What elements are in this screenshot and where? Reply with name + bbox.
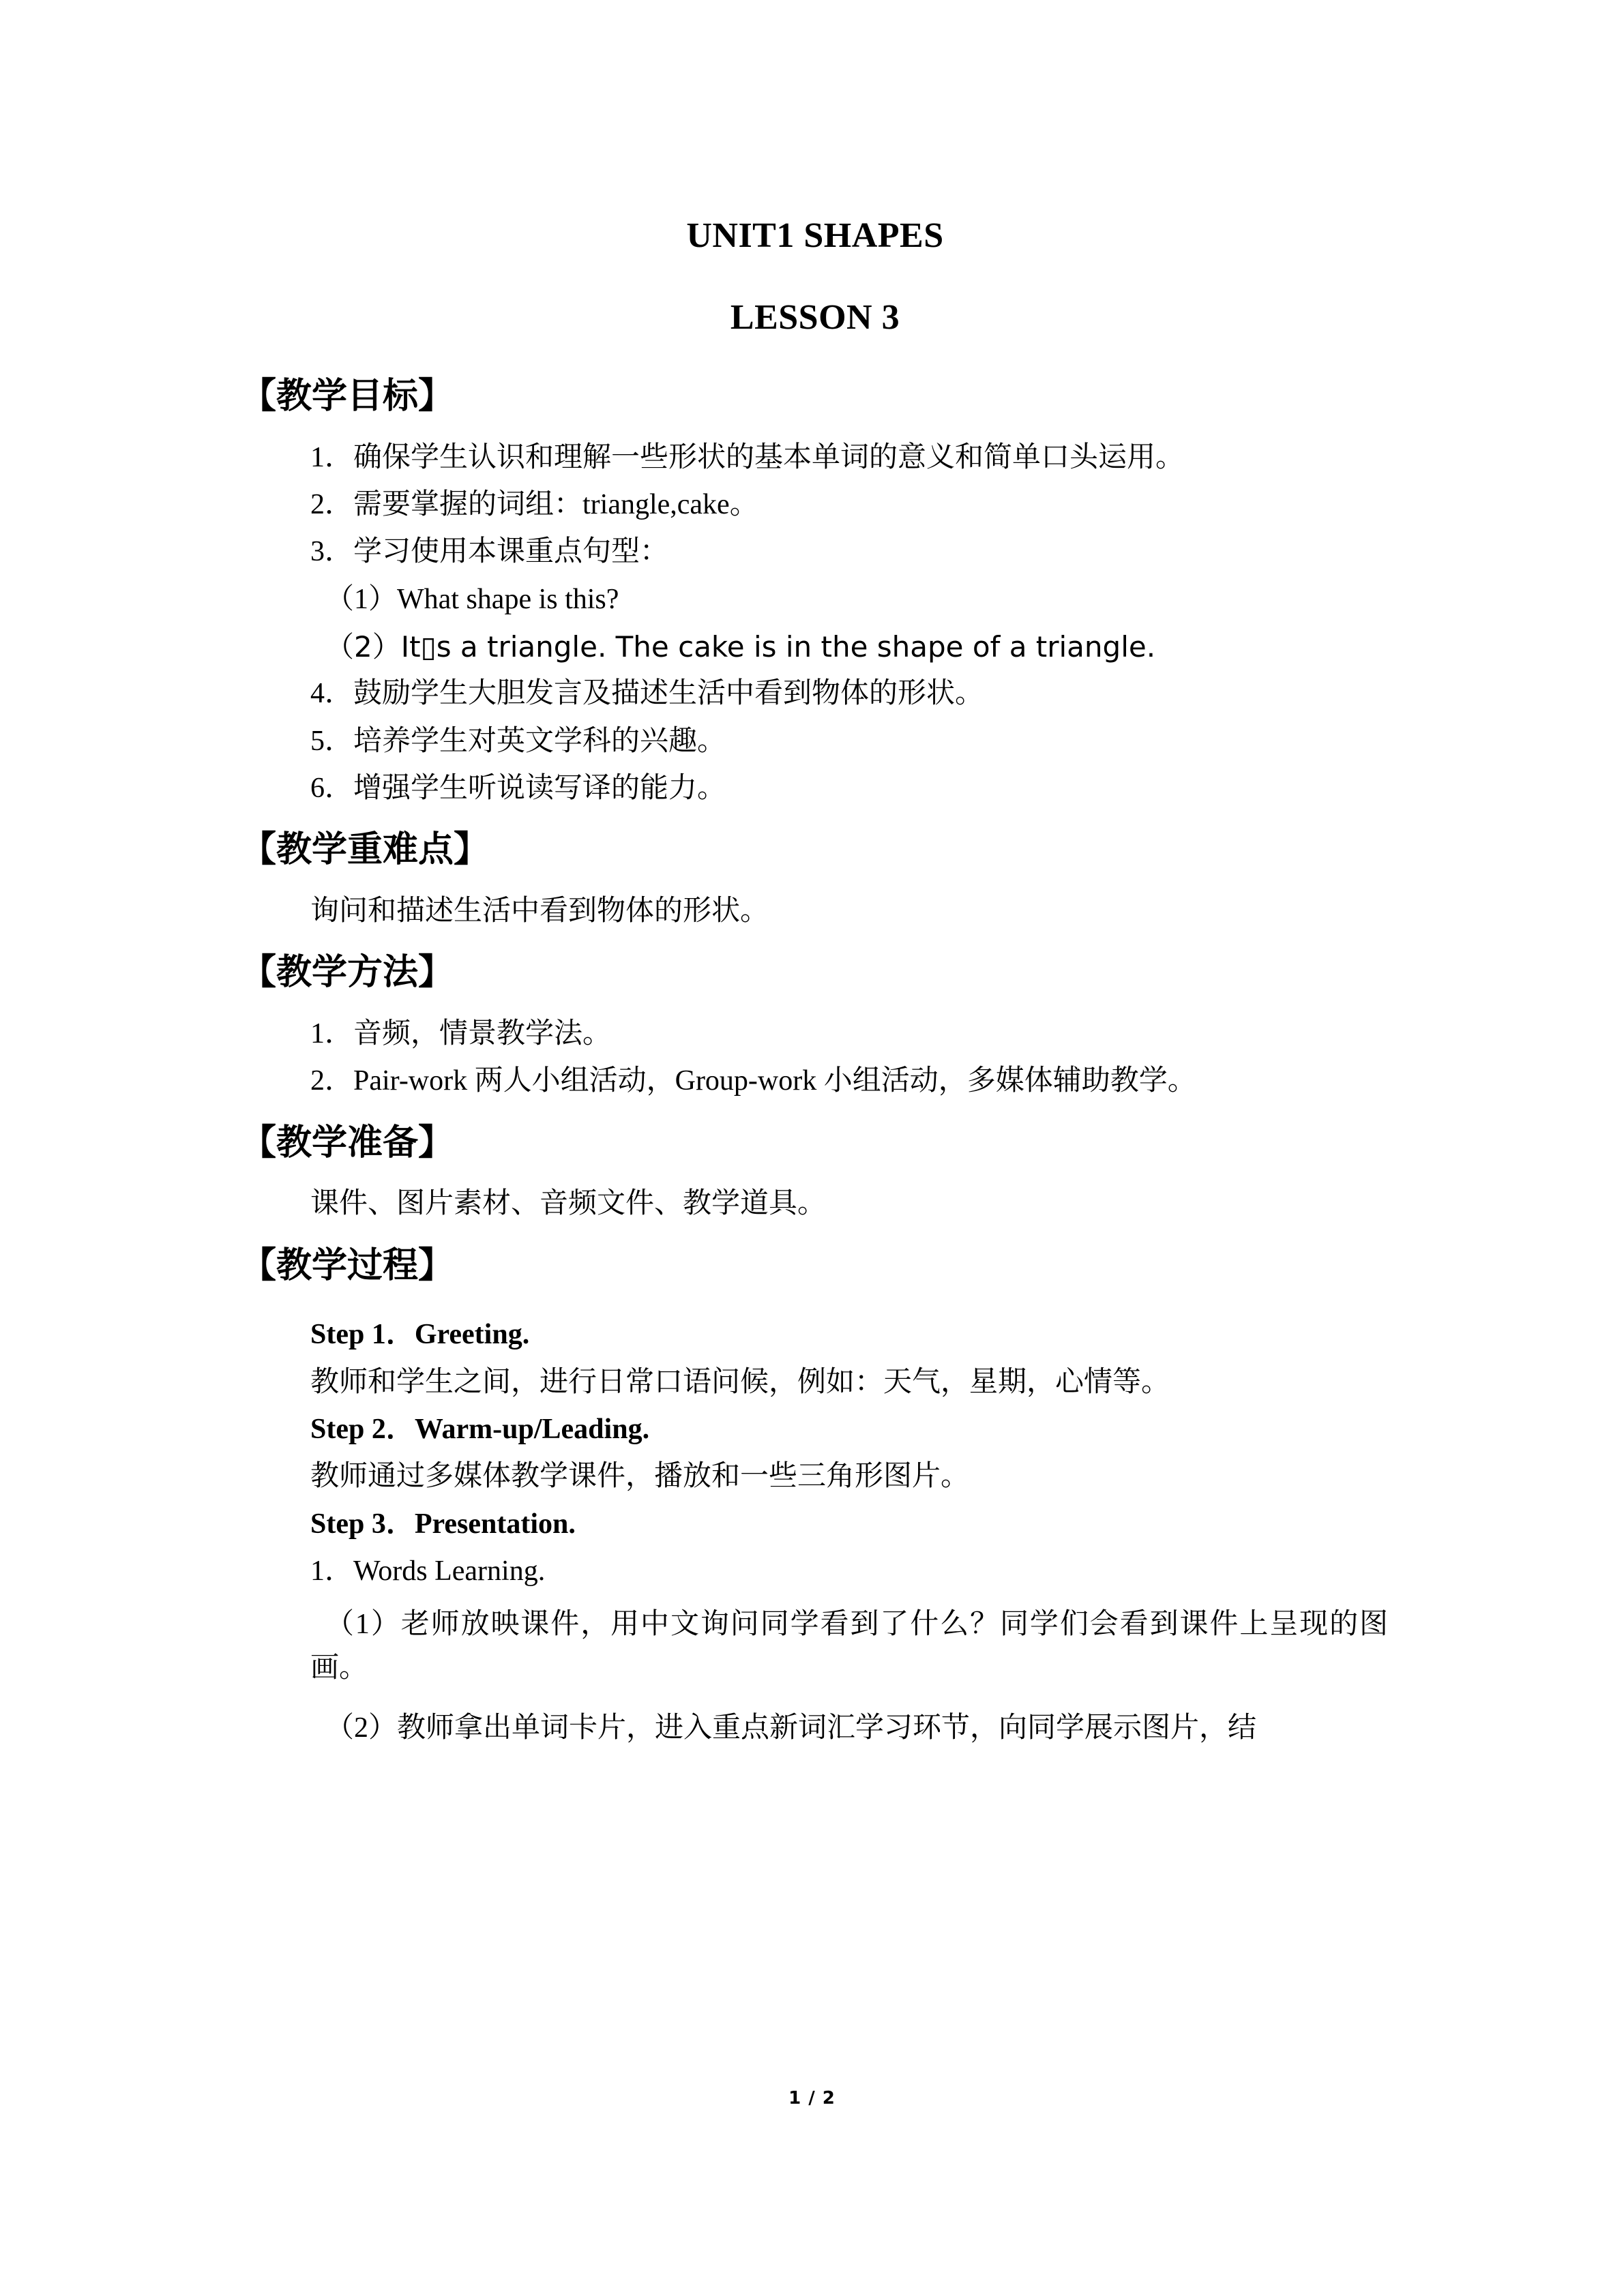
step-title: Step 2．Warm-up/Leading. [310,1414,650,1445]
spacer [242,1493,1388,1509]
page-number-footer: 1 / 2 [788,2088,836,2108]
step-body: 教师和学生之间，进行日常口语问候，例如：天气，星期，心情等。 [310,1366,1170,1398]
spacer [242,992,1388,1019]
spacer [242,804,1388,831]
spacer [242,615,1388,631]
objective-item: 2．需要掌握的词组：triangle,cake。 [310,488,758,520]
spacer [242,1540,1388,1556]
presentation-item: （1）老师放映课件，用中文询问同学看到了什么？同学们会看到课件上呈现的图画。 [310,1609,1388,1684]
section-heading-methods: 【教学方法】 [241,952,454,994]
spacer [242,662,1388,679]
step-body: 教师通过多媒体教学课件，播放和一些三角形图片。 [310,1461,970,1493]
spacer [242,1690,1388,1707]
spacer [242,1049,1388,1066]
document-title-main: UNIT1 SHAPES [686,216,944,255]
sentence-pattern-item: （2）It▯s a triangle. The cake is in the shape of a triangle. [325,630,1156,664]
spacer [242,869,1388,896]
step-title: Step 1．Greeting. [310,1319,530,1351]
section-heading-preparation: 【教学准备】 [241,1122,454,1163]
spacer [242,1220,1388,1247]
objective-item: 3．学习使用本课重点句型： [310,536,669,568]
step-title: Step 3．Presentation. [310,1508,576,1540]
spacer [242,415,1388,443]
spacer [242,1398,1388,1414]
spacer [242,1284,1388,1320]
preparation-body: 课件、图片素材、音频文件、教学道具。 [310,1188,827,1220]
presentation-item: （2）教师拿出单词卡片，进入重点新词汇学习环节，向同学展示图片，结 [325,1712,1257,1744]
section-heading-objectives: 【教学目标】 [241,376,454,417]
spacer [242,927,1388,954]
section-heading-process: 【教学过程】 [241,1244,454,1286]
objective-item: 5．培养学生对英文学科的兴趣。 [310,725,726,757]
sentence-pattern-item: （1）What shape is this? [325,583,619,615]
presentation-subitem: 1．Words Learning. [310,1555,546,1587]
document-content [242,0,1388,1750]
spacer [242,1097,1388,1124]
objective-item: 6．增强学生听说读写译的能力。 [310,773,726,805]
spacer [242,336,1388,378]
spacer [242,710,1388,726]
key-points-body: 询问和描述生活中看到物体的形状。 [310,895,769,927]
spacer [242,1161,1388,1189]
spacer [242,757,1388,773]
spacer [242,520,1388,537]
spacer [242,1351,1388,1367]
method-item: 2．Pair-work 两人小组活动，Group-work 小组活动，多媒体辅助教学。 [310,1065,1196,1097]
objective-item: 4．鼓励学生大胆发言及描述生活中看到物体的形状。 [310,678,984,710]
document-title-sub: LESSON 3 [730,298,900,337]
spacer [242,1445,1388,1461]
spacer [242,1587,1388,1603]
section-heading-key-points: 【教学重难点】 [241,829,490,871]
spacer [242,473,1388,490]
objective-item: 1．确保学生认识和理解一些形状的基本单词的意义和简单口头运用。 [310,441,1185,473]
spacer [242,568,1388,584]
method-item: 1．音频，情景教学法。 [310,1018,612,1050]
